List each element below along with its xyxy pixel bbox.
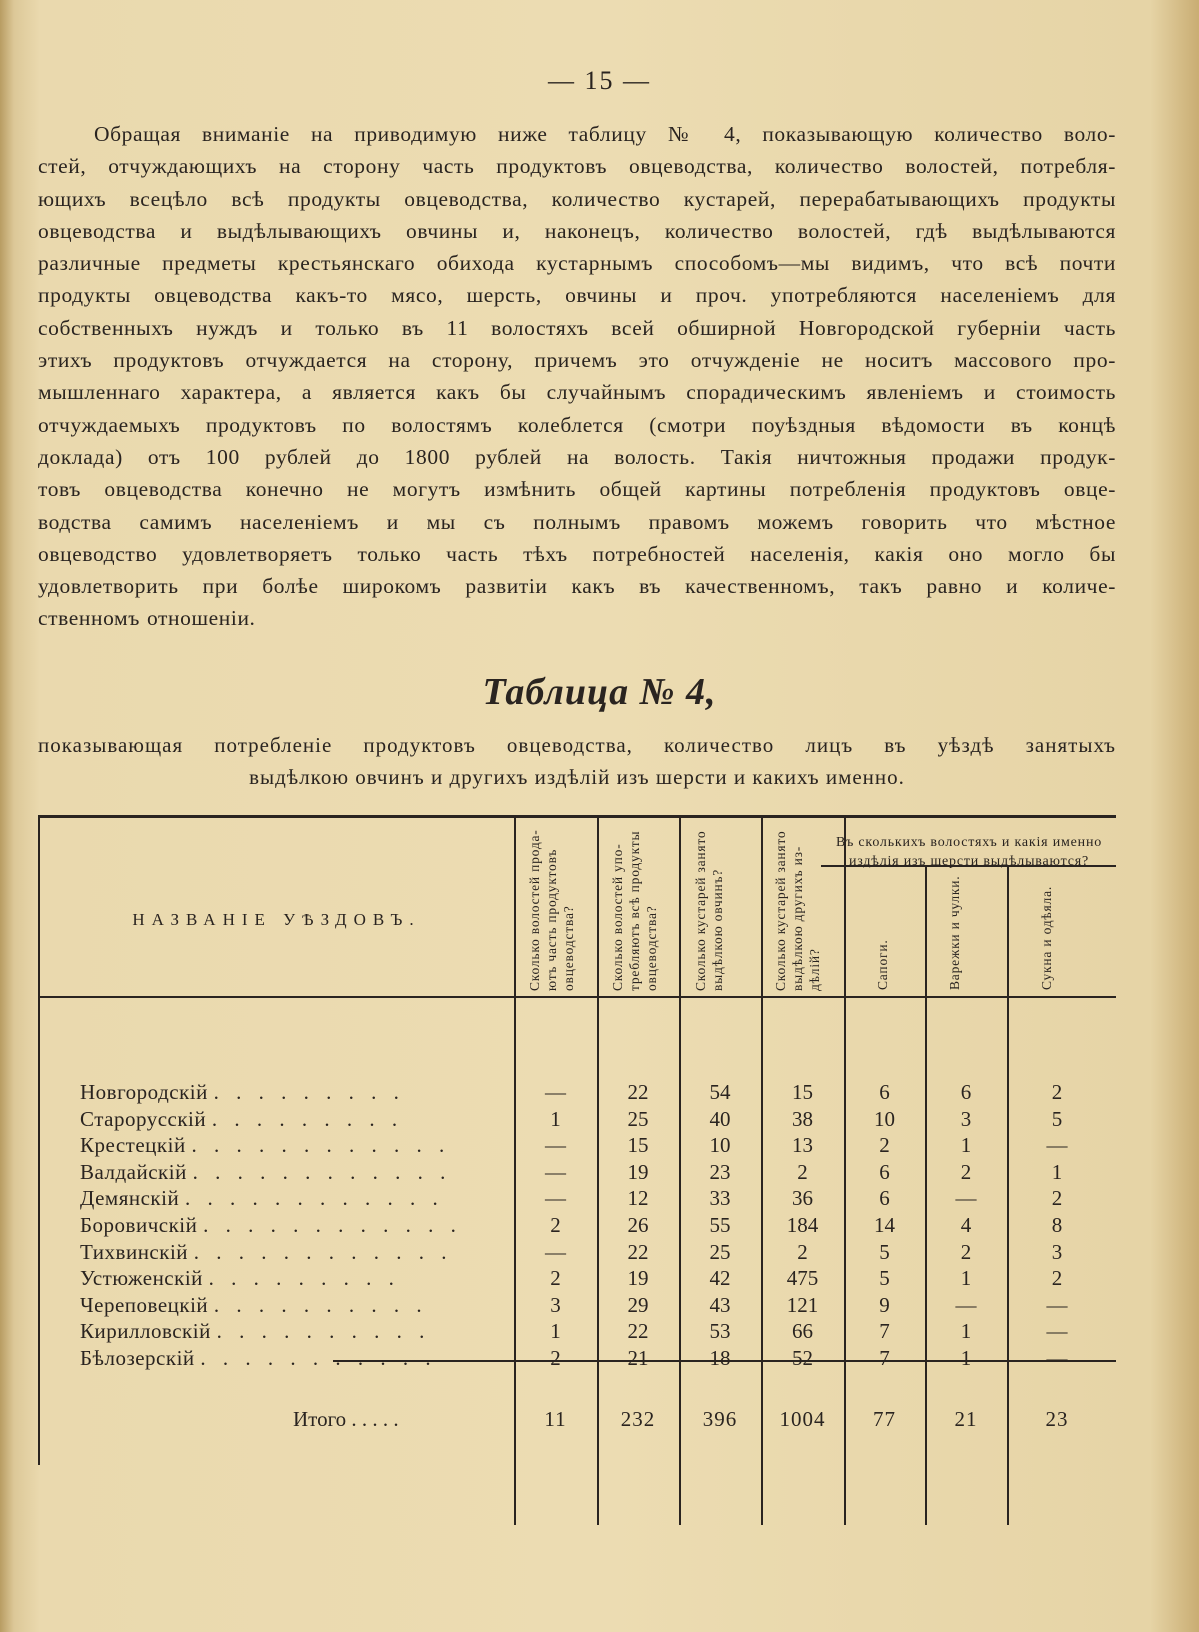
table-cell: 29 (627, 1292, 649, 1317)
table-cell: — (545, 1080, 566, 1104)
table-cell: — (545, 1239, 566, 1264)
table-cell: 6 (879, 1159, 890, 1184)
column-header-sheepskin-craftsmen: Сколько кустарей занято выдѣлкою овчинъ? (693, 830, 725, 991)
paragraph-line: удовлетворить при болѣе широкомъ развитіи какъ въ качественномъ, такъ равно и количе- (38, 574, 1116, 599)
total-cell: 232 (620, 1407, 656, 1431)
table-cell: 40 (709, 1106, 731, 1131)
district-name (80, 1213, 500, 1238)
column-header-other-craftsmen: Сколько кустарей занято выдѣлкою другихъ из-дѣлій? (773, 830, 822, 991)
body-paragraph (38, 118, 1116, 635)
table-cell: 42 (709, 1266, 731, 1291)
paragraph-line: овцеводства и выдѣлывающихъ овчины и, наконецъ, количество волостей, гдѣ выдѣлываются (38, 218, 1116, 243)
district-name-text: Бѣлозерскій (80, 1346, 195, 1370)
district-name-text: Валдайскій (80, 1159, 187, 1184)
paragraph-line: ственномъ отношеніи. (38, 606, 256, 631)
table-cell: 6 (879, 1080, 890, 1104)
table-cell: 22 (627, 1080, 649, 1104)
table-title: Таблица № 4, (482, 671, 717, 713)
district-name-text: Боровичскій (80, 1213, 198, 1237)
table-cell: 18 (709, 1346, 731, 1370)
table-cell: 6 (960, 1080, 972, 1104)
paragraph-line: собственныхъ нуждъ и только въ 11 волостяхъ всей обширной Новгородской губерніи часть (38, 315, 1116, 340)
table-cell: 2 (550, 1266, 561, 1291)
table-cell: 5 (879, 1266, 890, 1291)
district-name-text: Крестецкій (80, 1133, 186, 1158)
table-cell: 33 (709, 1186, 731, 1211)
total-cell: 11 (544, 1407, 567, 1431)
district-name (80, 1346, 500, 1371)
table-cell: 26 (627, 1213, 649, 1237)
leader-dots: . . . . . . . . . . . . (203, 1213, 462, 1237)
leader-dots: . . . . . . . . . . . . (184, 1186, 444, 1211)
table-cell: 1 (550, 1319, 561, 1344)
table-cell: — (545, 1133, 566, 1158)
table-cell: — (1046, 1292, 1068, 1317)
data-table (38, 815, 1116, 1525)
paragraph-line: мышленнаго характера, а является какъ бы случайнымъ спорадическимъ явленіемъ и стоимость (38, 380, 1116, 405)
table-row (38, 1107, 1116, 1134)
paragraph-line: отчуждаемыхъ продуктовъ по волостямъ колеблется (смотри поуѣздныя вѣдомости въ концѣ (38, 412, 1116, 437)
table-cell: 15 (792, 1080, 813, 1104)
table-cell: 2 (550, 1346, 561, 1370)
district-name (80, 1293, 500, 1318)
table-cell: 21 (627, 1346, 649, 1370)
paragraph-line: стей, отчуждающихъ на сторону часть продуктовъ овцеводства, количество волостей, потребля- (38, 154, 1116, 179)
table-cell: 1 (550, 1106, 561, 1131)
district-name-text: Тихвинскій (80, 1239, 189, 1264)
leader-dots: . . . . . . . . . . . (200, 1346, 437, 1370)
table-row (38, 1240, 1116, 1267)
table-cell: — (1046, 1346, 1068, 1370)
table-cell: 43 (709, 1292, 731, 1317)
table-cell: 2 (960, 1239, 972, 1264)
table-row (38, 1133, 1116, 1160)
table-cell: — (955, 1186, 977, 1211)
paragraph-line: водства самимъ населеніемъ и мы съ полнымъ правомъ можемъ говорить что мѣстное (38, 509, 1116, 534)
table-cell: 3 (1051, 1239, 1063, 1264)
table-cell: 1 (960, 1319, 972, 1344)
table-cell: 38 (792, 1106, 813, 1131)
table-cell: 14 (874, 1213, 895, 1237)
table-cell: 8 (1051, 1213, 1063, 1237)
paragraph-line: различные предметы крестьянскаго обихода кустарнымъ способомъ—мы видимъ, что всѣ почти (38, 251, 1116, 276)
table-cell: 5 (1051, 1106, 1063, 1131)
leader-dots: . . . . . . . . . (208, 1266, 400, 1291)
table-cell: 4 (960, 1213, 972, 1237)
leader-dots: . . . . . . . . . . (216, 1319, 431, 1344)
table-cell: 36 (792, 1186, 813, 1211)
table-cell: 2 (550, 1213, 561, 1237)
column-header-mittens: Варежки и чулки. (947, 875, 962, 990)
district-name (80, 1160, 500, 1185)
table-cell: 54 (709, 1080, 731, 1104)
table-cell: — (545, 1186, 566, 1211)
table-cell: 2 (797, 1159, 808, 1184)
total-cell: 21 (954, 1407, 978, 1431)
page-number: — 15 — (548, 66, 651, 95)
district-name-text: Новгородскій (80, 1080, 208, 1104)
table-cell: 12 (627, 1186, 649, 1211)
table-cell: 25 (709, 1239, 731, 1264)
table-cell: 1 (1051, 1159, 1063, 1184)
table-cell: 52 (792, 1346, 813, 1370)
paragraph-line: товъ овцеводства конечно не могутъ измѣнить общей картины потребленія продуктовъ овце- (38, 477, 1116, 502)
table-cell: 5 (879, 1239, 890, 1264)
table-cell: 3 (550, 1292, 561, 1317)
district-name (80, 1319, 500, 1344)
table-cell: 7 (879, 1346, 890, 1370)
district-name (80, 1266, 500, 1291)
table-subtitle-line-2: выдѣлкою овчинъ и другихъ издѣлій изъ шерсти и какихъ именно. (249, 765, 905, 789)
leader-dots: . . . . . . . . . (213, 1080, 405, 1104)
column-header-boots: Сапоги. (875, 939, 890, 990)
table-cell: 22 (627, 1239, 649, 1264)
table-cell: 15 (627, 1133, 649, 1158)
table-row (38, 1319, 1116, 1346)
column-header-consume: Сколько волостей упо-требляютъ всѣ продукты овцеводства? (610, 830, 659, 991)
table-row (38, 1266, 1116, 1293)
leader-dots: . . . . . . . . . . (213, 1292, 428, 1317)
table-cell: 3 (960, 1106, 972, 1131)
table-cell: 23 (709, 1159, 731, 1184)
table-cell: 1 (960, 1133, 972, 1158)
paragraph-line: доклада) отъ 100 рублей до 1800 рублей на волость. Такія ничтожныя продажи продук- (38, 444, 1116, 469)
table-cell: 2 (960, 1159, 972, 1184)
table-subtitle-line-1: показывающая потребленіе продуктовъ овцеводства, количество лицъ въ уѣздѣ занятыхъ (38, 733, 1116, 757)
paragraph-line: ющихъ всецѣло всѣ продукты овцеводства, количество кустарей, перерабатывающихъ продукты (38, 186, 1116, 211)
table-cell: 55 (709, 1213, 731, 1237)
total-row (38, 1407, 1116, 1437)
column-header-sell: Сколько волостей прода-ютъ часть продуктовъ овцеводства? (527, 829, 576, 991)
column-header-cloth: Сукна и одѣяла. (1039, 885, 1054, 990)
table-cell: 19 (627, 1266, 649, 1291)
table-row (38, 1213, 1116, 1240)
table-cell: 2 (797, 1239, 808, 1264)
table-cell: 121 (786, 1292, 819, 1317)
table-cell: 1 (960, 1266, 972, 1291)
leader-dots: . . . . . . . . . . . . (192, 1159, 452, 1184)
total-cell: 23 (1045, 1407, 1069, 1431)
leader-dots: . . . . . . . . . (211, 1106, 404, 1131)
table-row (38, 1346, 1116, 1373)
leader-dots: . . . . . . . . . . . . (193, 1239, 453, 1264)
header-bottom-rule (38, 996, 1116, 998)
district-name-text: Демянскій (80, 1186, 180, 1211)
table-cell: 25 (627, 1106, 649, 1131)
paragraph-line: продукты овцеводства какъ-то мясо, шерсть, овчины и проч. употребляются населеніемъ для (38, 283, 1116, 308)
group-header-products: Въ сколькихъ волостяхъ и какія именно издѣлія изъ шерсти выдѣлываются? (835, 835, 1103, 869)
table-cell: — (955, 1292, 977, 1317)
total-label: Итого . . . . . (293, 1407, 399, 1431)
table-cell: 475 (786, 1266, 819, 1291)
table-cell: 10 (874, 1106, 895, 1131)
district-name (80, 1186, 500, 1211)
table-cell: 22 (627, 1319, 649, 1344)
district-name (80, 1080, 500, 1105)
table-top-rule (38, 815, 1116, 818)
total-cell: 77 (873, 1407, 896, 1431)
paragraph-line: Обращая вниманіе на приводимую ниже таблицу № 4, показывающую количество воло- (94, 122, 1116, 146)
table-cell: 2 (1051, 1266, 1063, 1291)
table-row (38, 1160, 1116, 1187)
table-cell: 19 (627, 1159, 649, 1184)
table-cell: 184 (786, 1213, 819, 1237)
leader-dots: . . . . . . . . . . . . (191, 1133, 451, 1158)
table-cell: — (1046, 1133, 1068, 1158)
table-cell: — (545, 1159, 566, 1184)
district-name-text: Старорусскій (80, 1106, 207, 1131)
table-cell: 9 (879, 1292, 890, 1317)
table-cell: 53 (709, 1319, 731, 1344)
table-row (38, 1080, 1116, 1107)
district-name (80, 1133, 500, 1158)
paragraph-line: этихъ продуктовъ отчуждается на сторону, причемъ это отчужденіе не носитъ массового про- (38, 348, 1116, 373)
table-cell: 10 (709, 1133, 731, 1158)
district-name-text: Устюженскій (80, 1266, 203, 1291)
table-cell: 7 (879, 1319, 890, 1344)
table-row (38, 1293, 1116, 1320)
table-cell: 2 (879, 1133, 890, 1158)
table-cell: 1 (960, 1346, 972, 1370)
table-cell: 13 (792, 1133, 813, 1158)
total-cell: 396 (702, 1407, 738, 1431)
column-header-name: НАЗВАНІЕ УѢЗДОВЪ. (132, 910, 421, 929)
district-name-text: Кирилловскій (80, 1319, 211, 1344)
table-cell: 6 (879, 1186, 890, 1211)
district-name (80, 1240, 500, 1265)
paragraph-line: овцеводство удовлетворяетъ только часть тѣхъ потребностей населенія, какія оно могло бы (38, 541, 1116, 566)
table-cell: 2 (1051, 1186, 1063, 1211)
table-cell: 2 (1051, 1080, 1063, 1104)
district-name (80, 1107, 500, 1132)
total-cell: 1004 (779, 1407, 826, 1431)
district-name-text: Череповецкій (80, 1292, 209, 1317)
table-cell: — (1046, 1319, 1068, 1344)
table-row (38, 1186, 1116, 1213)
table-cell: 66 (792, 1319, 813, 1344)
